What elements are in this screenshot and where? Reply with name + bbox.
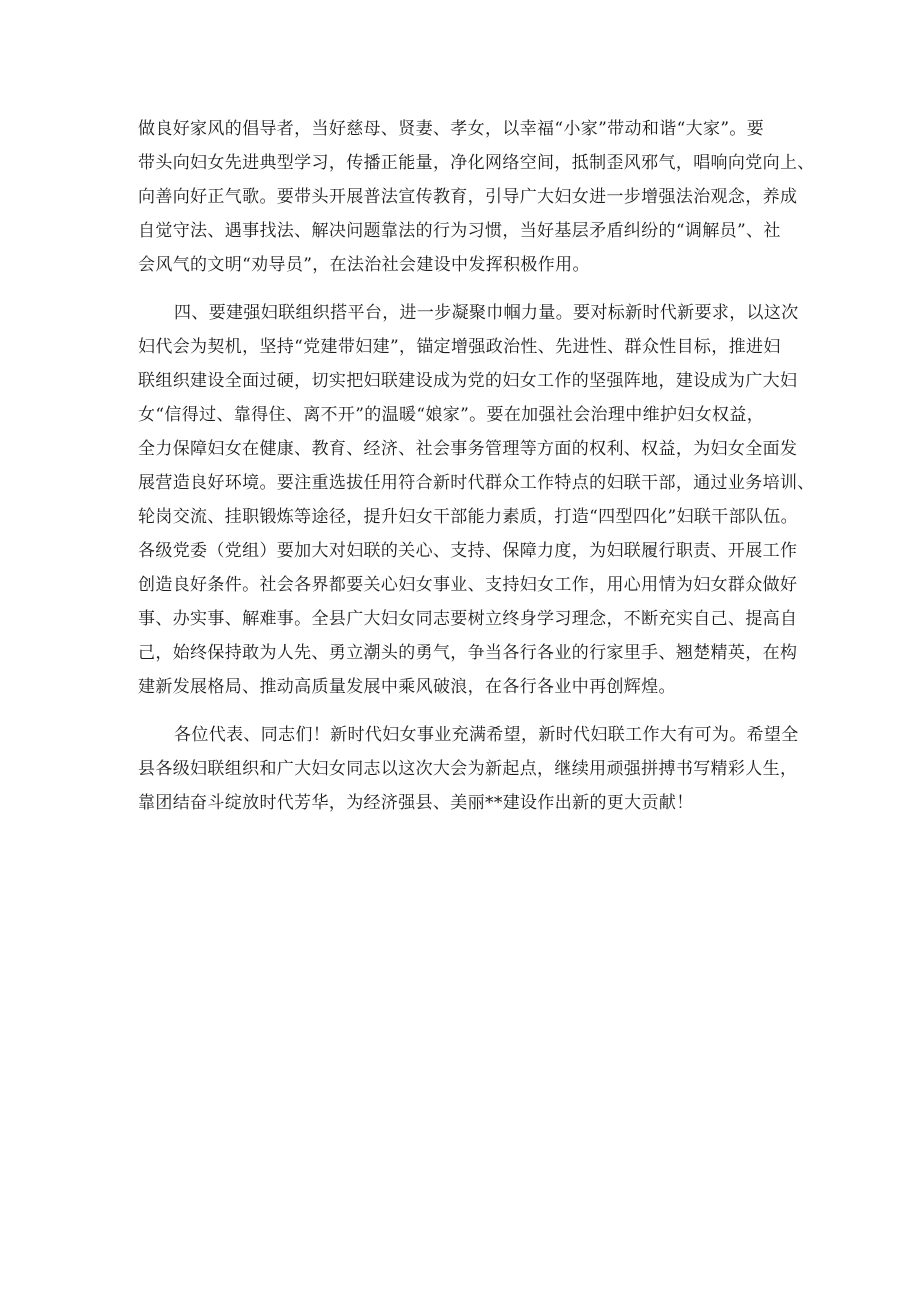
text-line: 全力保障妇女在健康、教育、经济、社会事务管理等方面的权利、权益，为妇女全面发 <box>138 439 798 459</box>
text-line: 自觉守法、遇事找法、解决问题靠法的行为习惯，当好基层矛盾纠纷的“调解员”、社 <box>138 221 781 241</box>
text-line: 轮岗交流、挂职锻炼等途径，提升妇女干部能力素质，打造“四型四化”妇联干部队伍。 <box>138 507 799 527</box>
text-line: 各位代表、同志们！新时代妇女事业充满希望，新时代妇联工作大有可为。希望全 <box>174 725 799 745</box>
text-line: 展营造良好环境。要注重选拔任用符合新时代群众工作特点的妇联干部，通过业务培训、 <box>138 473 815 493</box>
text-line: 做良好家风的倡导者，当好慈母、贤妻、孝女，以幸福“小家”带动和谐“大家”。要 <box>138 119 765 139</box>
text-line: 靠团结奋斗绽放时代芳华，为经济强县、美丽**建设作出新的更大贡献！ <box>138 793 694 813</box>
text-line: 事、办实事、解难事。全县广大妇女同志要树立终身学习理念，不断充实自己、提高自 <box>138 609 798 629</box>
text-line: 向善向好正气歌。要带头开展普法宣传教育，引导广大妇女进一步增强法治观念，养成 <box>138 187 798 207</box>
document-body <box>138 112 815 820</box>
text-line: 联组织建设全面过硬，切实把妇联建设成为党的妇女工作的坚强阵地，建设成为广大妇 <box>138 371 798 391</box>
paragraph-family-values <box>138 112 815 282</box>
text-line: 四、要建强妇联组织搭平台，进一步凝聚巾帼力量。要对标新时代新要求，以这次 <box>174 303 799 323</box>
text-line: 建新发展格局、推动高质量发展中乘风破浪，在各行各业中再创辉煌。 <box>138 677 676 697</box>
text-line: 女“信得过、靠得住、离不开”的温暖“娘家”。要在加强社会治理中维护妇女权益， <box>138 405 765 425</box>
text-line: 带头向妇女先进典型学习，传播正能量，净化网络空间，抵制歪风邪气，唱响向党向上、 <box>138 153 815 173</box>
text-line: 己，始终保持敢为人先、勇立潮头的勇气，争当各行各业的行家里手、翘楚精英，在构 <box>138 643 798 663</box>
text-line: 创造良好条件。社会各界都要关心妇女事业、支持妇女工作，用心用情为妇女群众做好 <box>138 575 798 595</box>
text-line: 县各级妇联组织和广大妇女同志以这次大会为新起点，继续用顽强拼搏书写精彩人生， <box>138 759 798 779</box>
text-line: 各级党委（党组）要加大对妇联的关心、支持、保障力度，为妇联履行职责、开展工作 <box>138 541 798 561</box>
text-line: 会风气的文明“劝导员”，在法治社会建设中发挥积极作用。 <box>138 255 590 275</box>
paragraph-closing <box>138 718 799 820</box>
text-line: 妇代会为契机，坚持“党建带妇建”，锚定增强政治性、先进性、群众性目标，推进妇 <box>138 337 781 357</box>
paragraph-section-four <box>138 296 815 704</box>
